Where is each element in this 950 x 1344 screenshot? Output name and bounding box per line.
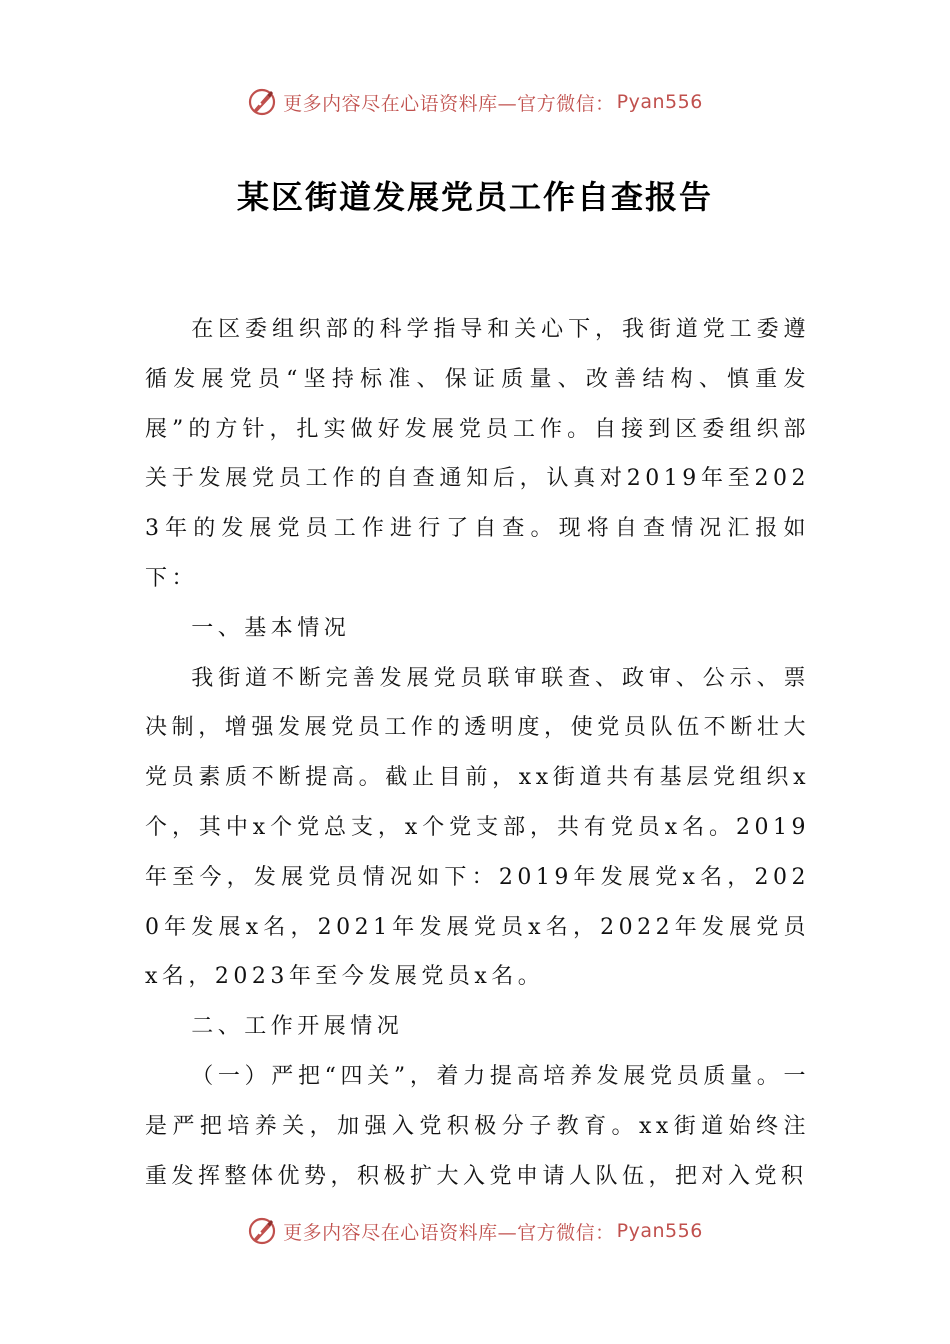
watermark-wechat-id: Pyan556 — [616, 1220, 703, 1242]
footer-watermark — [0, 1211, 950, 1251]
paragraph-work: （一）严把“四关”，着力提高培养发展党员质量。一是严把培养关，加强入党积极分子教育。xx街道始终注重发挥整体优势，积极扩大入党申请人队伍，把对入党积 — [145, 1063, 810, 1189]
pen-nib-logo-icon — [247, 87, 277, 117]
watermark-wechat-id: Pyan556 — [616, 91, 703, 113]
paragraph-basic: 我街道不断完善发展党员联审联查、政审、公示、票决制，增强发展党员工作的透明度，使党员队伍不断壮大党员素质不断提高。截止目前，xx街道共有基层党组织x个，其中x个党总支，x个党支部，共有党员x名。2019年至今，发展党员情况如下：2019年发展党x名，2020年发展x名，2021年发展党员x名，2022年发展党员x名，2023年至今发展党员x名。 — [145, 665, 810, 990]
watermark-text: 更多内容尽在心语资料库—官方微信： — [283, 92, 615, 115]
header-watermark — [0, 82, 950, 122]
paragraph-intro: 在区委组织部的科学指导和关心下，我街道党工委遵循发展党员“坚持标准、保证质量、改善结构、慎重发展”的方针，扎实做好发展党员工作。自接到区委组织部关于发展党员工作的自查通知后，认真对2019年至2023年的发展党员工作进行了自查。现将自查情况汇报如下： — [145, 317, 810, 591]
document-title: 某区街道发展党员工作自查报告 — [236, 178, 713, 216]
section-heading-work: 二、工作开展情况 — [191, 1014, 404, 1040]
document-body — [145, 305, 810, 1201]
pen-nib-logo-icon — [247, 1216, 277, 1246]
section-heading-basic: 一、基本情况 — [191, 615, 351, 641]
watermark-text: 更多内容尽在心语资料库—官方微信： — [283, 1221, 615, 1244]
